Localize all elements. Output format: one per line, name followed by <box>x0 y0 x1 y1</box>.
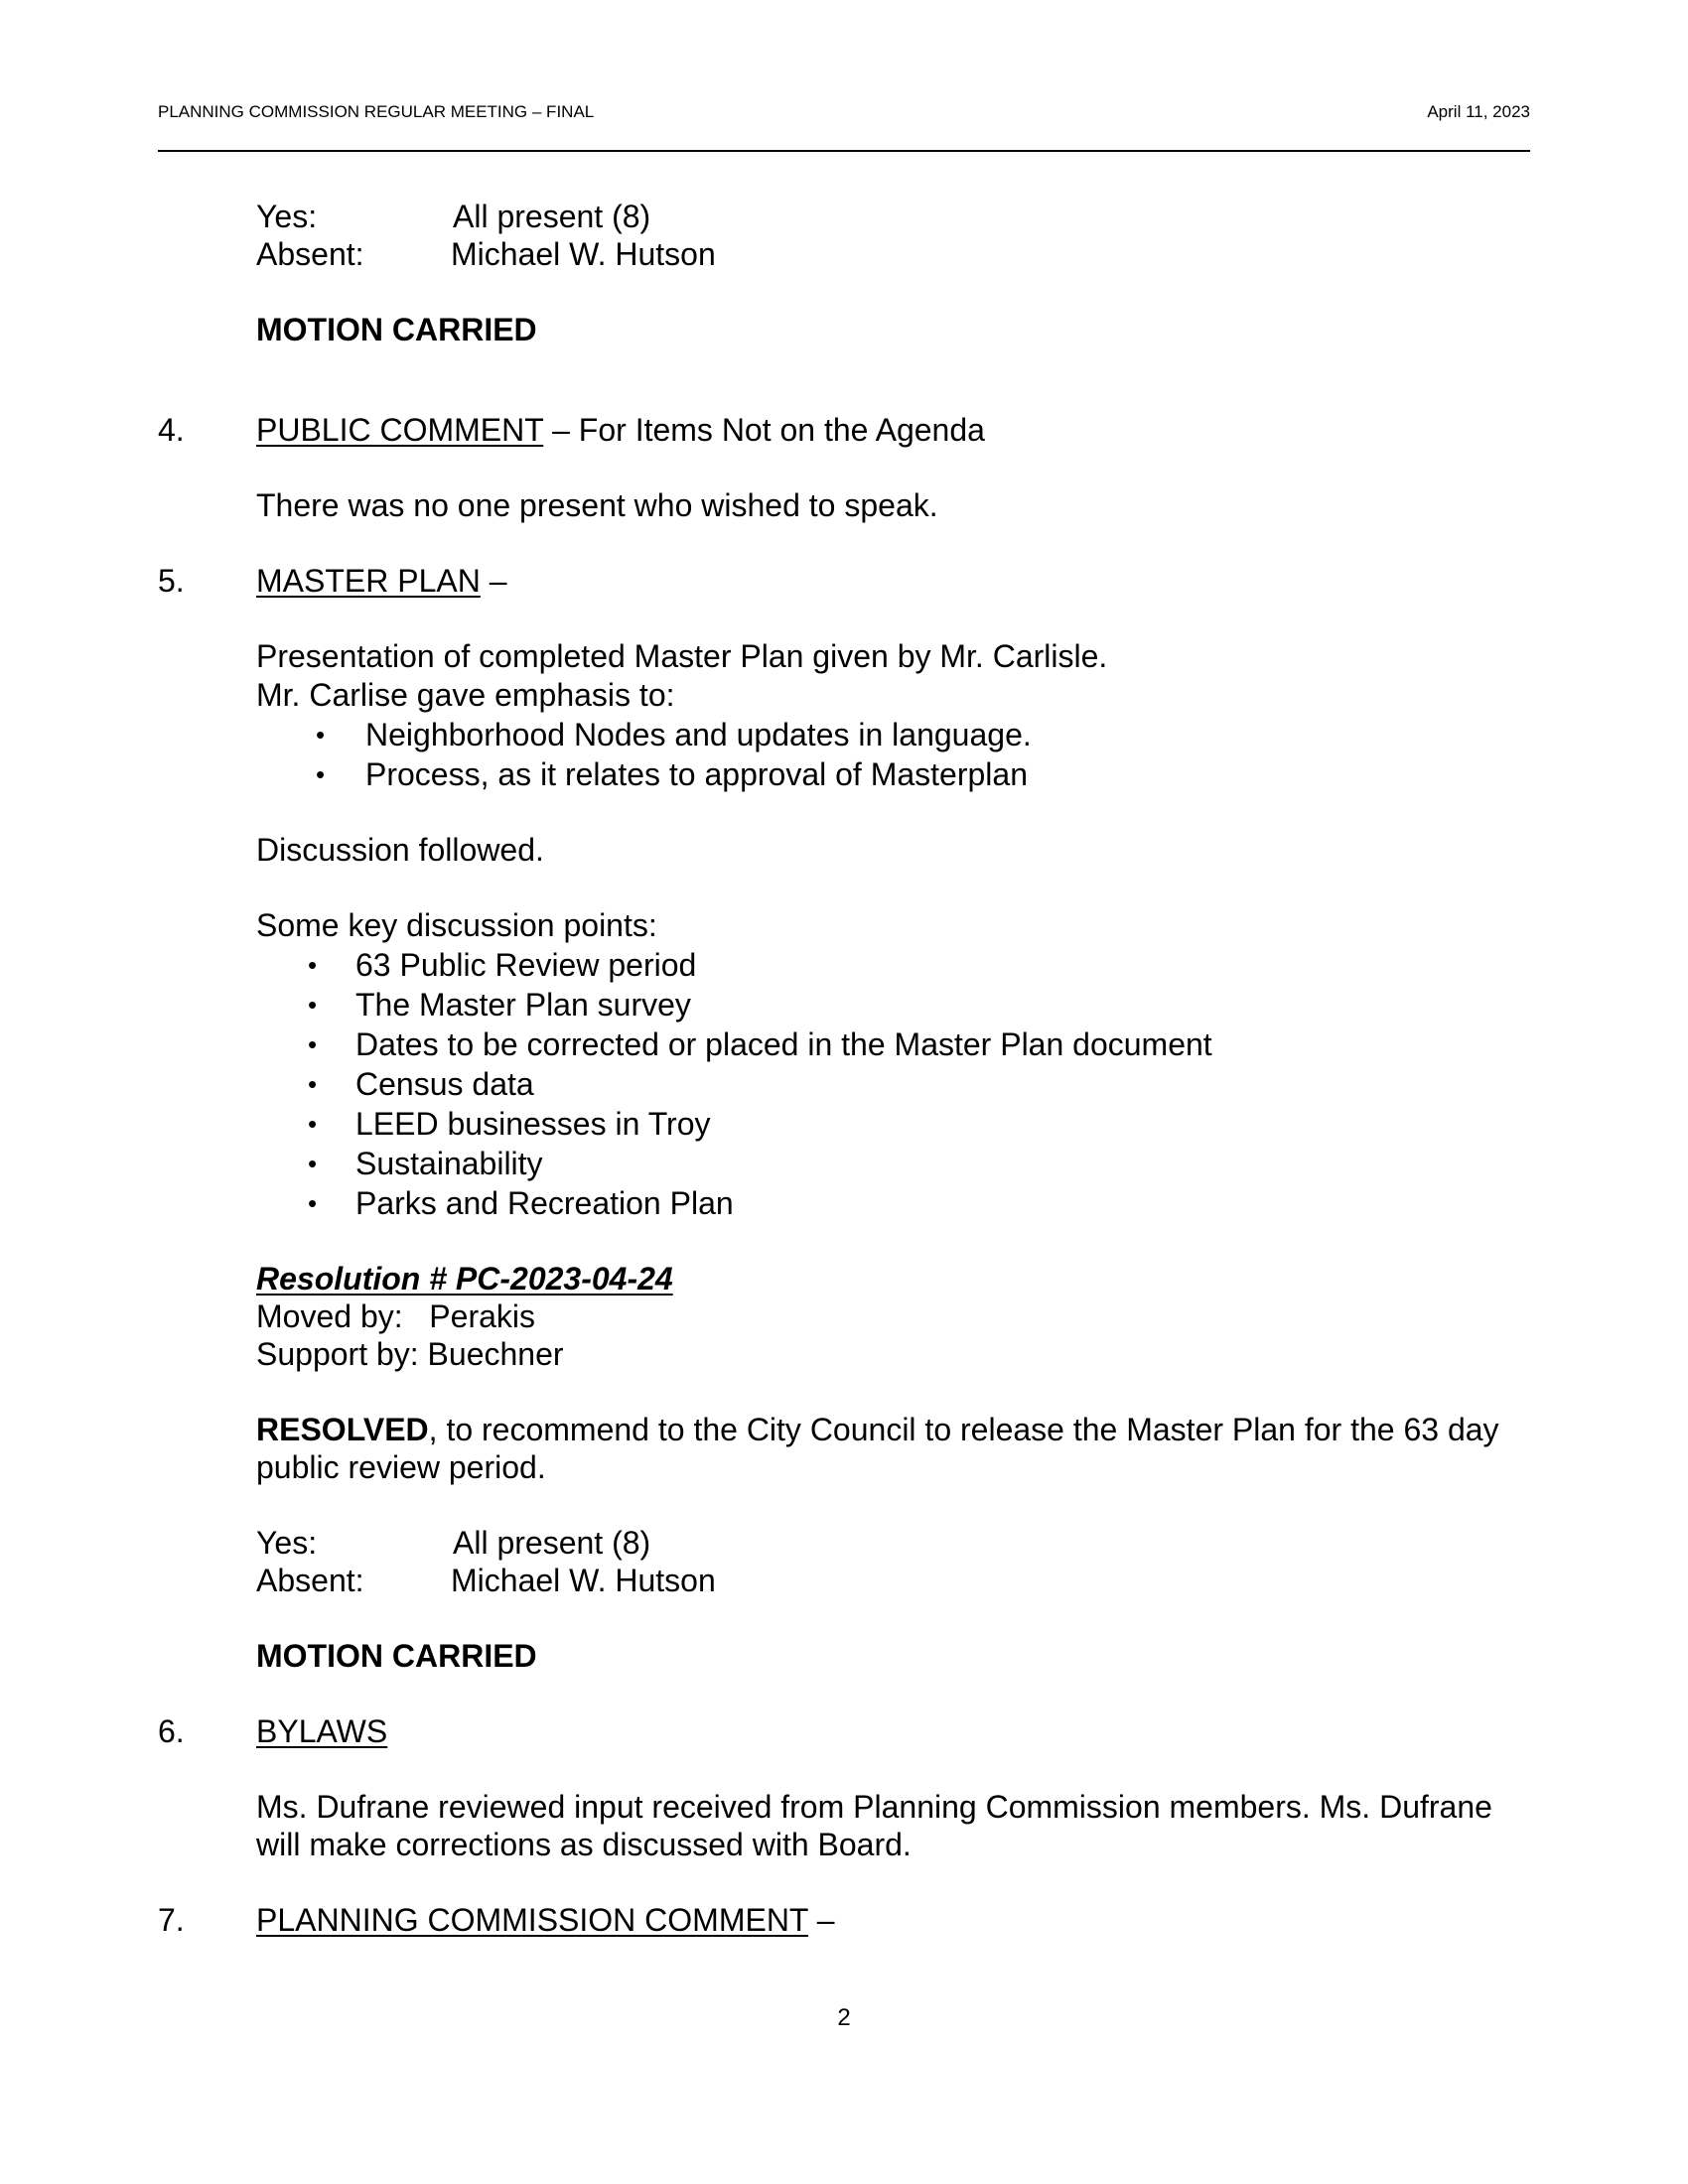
item6-number: 6. <box>158 1713 185 1749</box>
vote2-result: MOTION CARRIED <box>256 1638 537 1674</box>
vote1-result: MOTION CARRIED <box>256 312 537 347</box>
bullet-icon: • <box>308 1188 318 1218</box>
header-date: April 11, 2023 <box>1427 102 1530 121</box>
resolved-text: , to recommend to the City Council to release the Master Plan for the 63 day <box>428 1412 1499 1447</box>
item4-heading <box>256 411 985 449</box>
vote1-absent-label: Absent: <box>256 236 364 272</box>
item5-title: MASTER PLAN <box>256 563 481 599</box>
item4-title: PUBLIC COMMENT <box>256 412 544 448</box>
item7-suffix: – <box>807 1902 835 1938</box>
vote1-absent-value: Michael W. Hutson <box>451 236 716 272</box>
bullet-icon: • <box>316 759 326 789</box>
item5-number: 5. <box>158 563 185 599</box>
item5-line1: Presentation of completed Master Plan given by Mr. Carlisle. <box>256 638 1108 674</box>
bullet-icon: • <box>308 1069 318 1099</box>
item5-suffix: – <box>480 563 507 599</box>
bullet-icon: • <box>308 1149 318 1178</box>
point-item: The Master Plan survey <box>355 987 691 1023</box>
item5-points-intro: Some key discussion points: <box>256 907 657 943</box>
vote1-yes-label: Yes: <box>256 199 318 234</box>
item4-suffix: – For Items Not on the Agenda <box>543 412 985 448</box>
item5-line2: Mr. Carlise gave emphasis to: <box>256 677 675 713</box>
resolved-keyword: RESOLVED <box>256 1412 429 1447</box>
item5-heading <box>256 562 507 600</box>
point-item: LEED businesses in Troy <box>355 1106 711 1142</box>
resolution-title: Resolution # PC-2023-04-24 <box>256 1261 673 1297</box>
emphasis-item: Process, as it relates to approval of Masterplan <box>365 756 1028 792</box>
item4-number: 4. <box>158 412 185 448</box>
bullet-icon: • <box>308 990 318 1020</box>
bullet-icon: • <box>308 950 318 980</box>
bullet-icon: • <box>308 1109 318 1139</box>
vote1-yes-value: All present (8) <box>453 199 651 234</box>
point-item: Parks and Recreation Plan <box>355 1185 734 1221</box>
page-number: 2 <box>837 2004 851 2031</box>
emphasis-item: Neighborhood Nodes and updates in language. <box>365 717 1032 752</box>
point-item: Dates to be corrected or placed in the Master Plan document <box>355 1026 1212 1062</box>
vote2-yes-value: All present (8) <box>453 1525 651 1561</box>
item6-title: BYLAWS <box>256 1713 388 1749</box>
item5-discussion: Discussion followed. <box>256 832 544 868</box>
moved-by: Moved by: Perakis <box>256 1298 535 1334</box>
item7-heading <box>256 1901 835 1939</box>
bullet-icon: • <box>308 1029 318 1059</box>
resolved-line1 <box>256 1411 1499 1448</box>
item6-line1: Ms. Dufrane reviewed input received from Planning Commission members. Ms. Dufrane <box>256 1789 1492 1825</box>
item4-text: There was no one present who wished to speak. <box>256 487 938 523</box>
point-item: Sustainability <box>355 1146 543 1181</box>
resolved-line2: public review period. <box>256 1449 546 1485</box>
point-item: 63 Public Review period <box>355 947 697 983</box>
point-item: Census data <box>355 1066 534 1102</box>
vote2-absent-value: Michael W. Hutson <box>451 1563 716 1598</box>
item7-title: PLANNING COMMISSION COMMENT <box>256 1902 808 1938</box>
vote2-absent-label: Absent: <box>256 1563 364 1598</box>
page-header <box>158 102 1530 152</box>
item6-line2: will make corrections as discussed with Board. <box>256 1827 912 1862</box>
bullet-icon: • <box>316 720 326 750</box>
item7-number: 7. <box>158 1902 185 1938</box>
support-by: Support by: Buechner <box>256 1336 564 1372</box>
header-title: PLANNING COMMISSION REGULAR MEETING – FINAL <box>158 102 595 121</box>
vote2-yes-label: Yes: <box>256 1525 318 1561</box>
